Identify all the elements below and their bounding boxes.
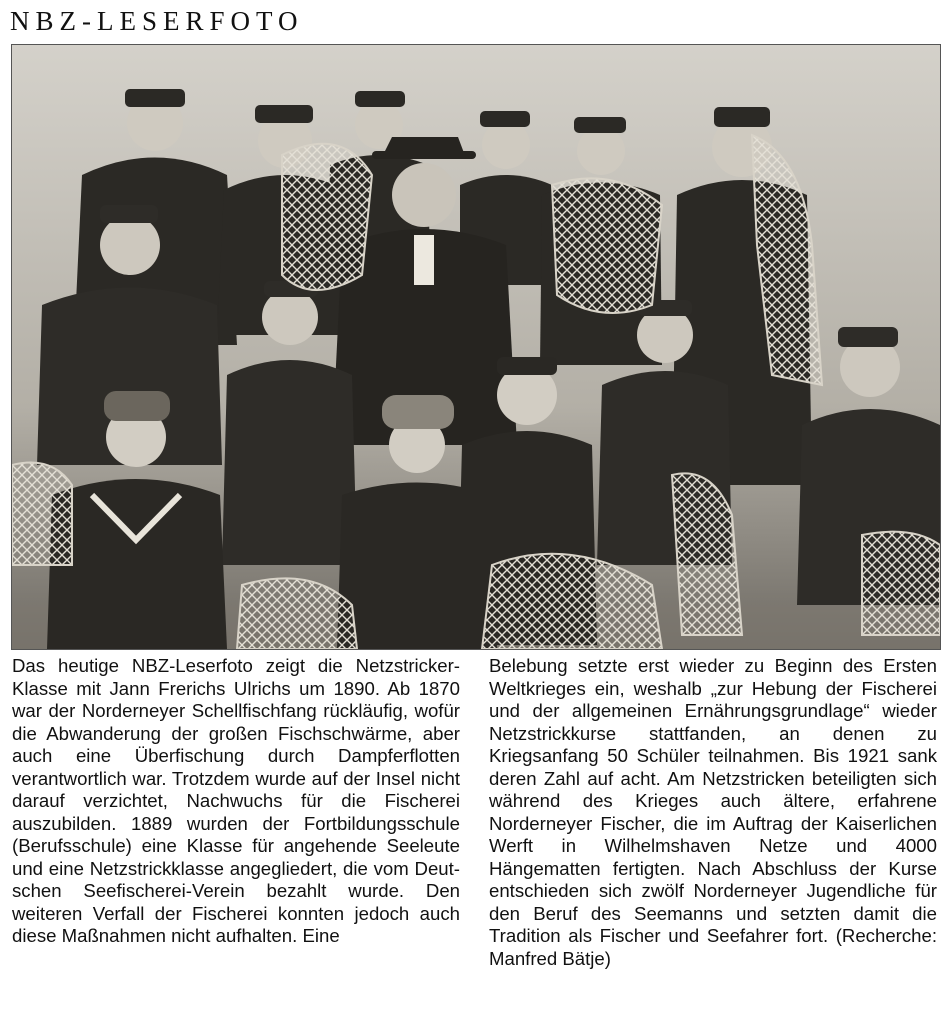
article-text-left: Das heutige NBZ-Leserfoto zeigt die Netzstricker-Klasse mit Jann Frerichs Ulrichs um 1890. Ab 1870 war der Norderneyer Schellfischfang rückläufig, wofür die Abwanderung der großen Fischschwärme, aber auch eine Überfischung durch Dampferflotten verantwortlich war. Trotzdem wurde auf der Insel nicht darauf verzichtet, Nachwuchs für die Fischerei auszubilden. 1889 wurden der Fortbildungsschule (Berufsschule) eine Klasse für angehende Seeleute und eine Netzstrickklasse angegliedert, die vom Deutschen Seefischerei-Verein bezahlt wurde. Den weiteren Verfall der Fischerei konnten jedoch auch diese Maßnahmen nicht aufhalten. Eine (12, 655, 460, 946)
page-title: NBZ-LESERFOTO (10, 6, 304, 36)
historic-group-photo-icon (12, 45, 940, 649)
historic-group-photo (11, 44, 941, 650)
article-column-right (489, 655, 937, 970)
article-text-right: Belebung setzte erst wieder zu Beginn des Ersten Weltkrieges ein, weshalb „zur Hebung der Fischerei und der allgemeinen Ernährungsgrundlage“ wieder Netzstrickkurse stattfanden, an denen zu Kriegsanfang 50 Schüler teilnahmen. Bis 1921 sank deren Zahl auf acht. Am Netzstricken beteiligten sich während des Krieges auch ältere, erfahrene Norderneyer Fischer, die im Auftrag der Kaiserlichen Werft in Wilhelmshaven Netze und 4000 Hängematten fertigten. Nach Abschluss der Kurse entschieden sich zwölf Norderneyer Jugendliche für den Beruf des Seemanns und setzten damit die Tradition als Fischer und Seefahrer fort. (Recherche: Manfred Bätje) (489, 655, 937, 969)
article-column-left (12, 655, 460, 948)
